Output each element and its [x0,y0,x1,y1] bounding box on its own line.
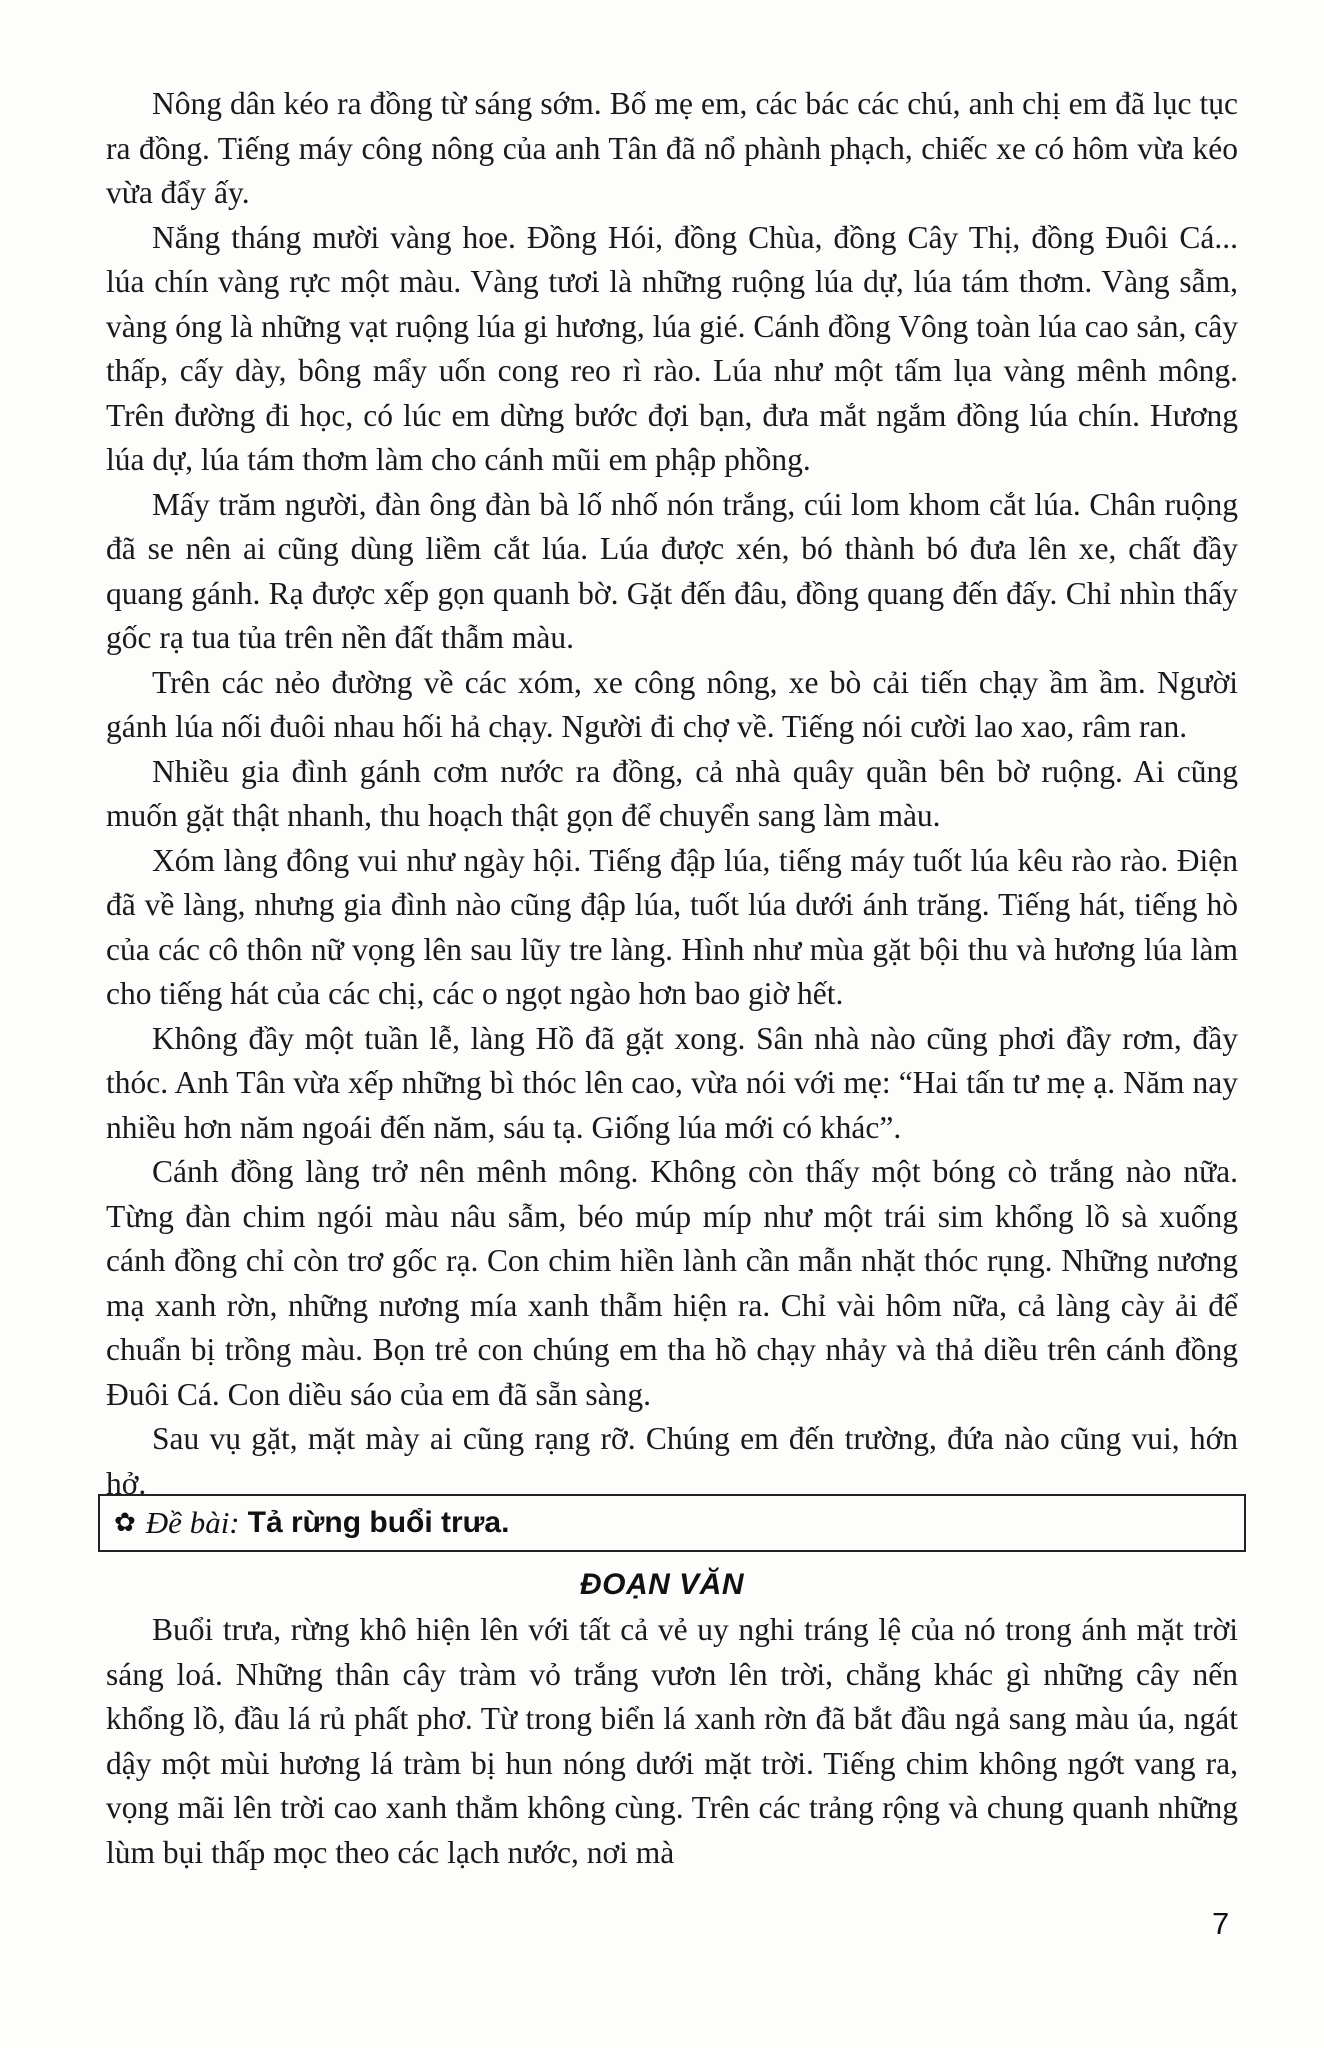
section-heading: ĐOẠN VĂN [579,1568,744,1601]
paragraph: Xóm làng đông vui như ngày hội. Tiếng đập lúa, tiếng máy tuốt lúa kêu rào rào. Điện đã về làng, nhưng gia đình nào cũng đập lúa, tuốt lúa dưới ánh trăng. Tiếng hát, tiếng hò của các cô thôn nữ vọng lên sau lũy tre làng. Hình như mùa gặt bội thu và hương lúa làm cho tiếng hát của các chị, các o ngọt ngào hơn bao giờ hết. [106,842,1238,1011]
story-text [106,82,1238,1506]
paragraph: Sau vụ gặt, mặt mày ai cũng rạng rỡ. Chúng em đến trường, đứa nào cũng vui, hớn hở. [106,1421,1238,1501]
paragraph: Buổi trưa, rừng khô hiện lên với tất cả vẻ uy nghi tráng lệ của nó trong ánh mặt trời sáng loá. Những thân cây tràm vỏ trắng vươn lên trời, chẳng khác gì những cây nến khổng lồ, đầu lá rủ phất phơ. Từ trong biển lá xanh rờn đã bắt đầu ngả sang màu úa, ngát dậy một mùi hương lá tràm bị hun nóng dưới mặt trời. Tiếng chim không ngớt vang ra, vọng mãi lên trời cao xanh thẳm không cùng. Trên các trảng rộng và chung quanh những lùm bụi thấp mọc theo các lạch nước, nơi mà [106,1612,1238,1870]
prompt-label: Đề bài: [145,1505,240,1540]
flower-icon: ✿ [114,1508,136,1538]
paragraph: Nhiều gia đình gánh cơm nước ra đồng, cả nhà quây quần bên bờ ruộng. Ai cũng muốn gặt thật nhanh, thu hoạch thật gọn để chuyển sang làm màu. [106,753,1238,833]
paragraph: Cánh đồng làng trở nên mênh mông. Không còn thấy một bóng cò trắng nào nữa. Từng đàn chim ngói màu nâu sẫm, béo múp míp như một trái sim khổng lồ sà xuống cánh đồng chỉ còn trơ gốc rạ. Con chim hiền lành cần mẫn nhặt thóc rụng. Những nương mạ xanh rờn, những nương mía xanh thẫm hiện ra. Chỉ vài hôm nữa, cả làng cày ải để chuẩn bị trồng màu. Bọn trẻ con chúng em tha hồ chạy nhảy và thả diều trên cánh đồng Đuôi Cá. Con diều sáo của em đã sẵn sàng. [106,1154,1238,1412]
paragraph: Nắng tháng mười vàng hoe. Đồng Hói, đồng Chùa, đồng Cây Thị, đồng Đuôi Cá... lúa chín vàng rực một màu. Vàng tươi là những ruộng lúa dự, lúa tám thơm. Vàng sẫm, vàng óng là những vạt ruộng lúa gi hương, lúa gié. Cánh đồng Vông toàn lúa cao sản, cây thấp, cấy dày, bông mẩy uốn cong reo rì rào. Lúa như một tấm lụa vàng mênh mông. Trên đường đi học, có lúc em dừng bước đợi bạn, đưa mắt ngắm đồng lúa chín. Hương lúa dự, lúa tám thơm làm cho cánh mũi em phập phồng. [106,219,1238,477]
paragraph: Nông dân kéo ra đồng từ sáng sớm. Bố mẹ em, các bác các chú, anh chị em đã lục tục ra đồng. Tiếng máy công nông của anh Tân đã nổ phành phạch, chiếc xe có hôm vừa kéo vừa đẩy ấy. [106,86,1238,210]
paragraph: Không đầy một tuần lễ, làng Hồ đã gặt xong. Sân nhà nào cũng phơi đầy rơm, đầy thóc. Anh Tân vừa xếp những bì thóc lên cao, vừa nói với mẹ: “Hai tấn tư mẹ ạ. Năm nay nhiều hơn năm ngoái đến năm, sáu tạ. Giống lúa mới có khác”. [106,1020,1238,1145]
page-number: 7 [1212,1906,1230,1941]
paragraph: Mấy trăm người, đàn ông đàn bà lố nhố nón trắng, cúi lom khom cắt lúa. Chân ruộng đã se nên ai cũng dùng liềm cắt lúa. Lúa được xén, bó thành bó đưa lên xe, chất đầy quang gánh. Rạ được xếp gọn quanh bờ. Gặt đến đâu, đồng quang đến đấy. Chỉ nhìn thấy gốc rạ tua tủa trên nền đất thẫm màu. [106,486,1238,655]
essay-text [106,1608,1238,1875]
prompt-title: Tả rừng buổi trưa. [247,1506,510,1539]
assignment-prompt-box [98,1494,1246,1552]
paragraph: Trên các nẻo đường về các xóm, xe công nông, xe bò cải tiến chạy ầm ầm. Người gánh lúa nối đuôi nhau hối hả chạy. Người đi chợ về. Tiếng nói cười lao xao, râm ran. [106,664,1238,744]
